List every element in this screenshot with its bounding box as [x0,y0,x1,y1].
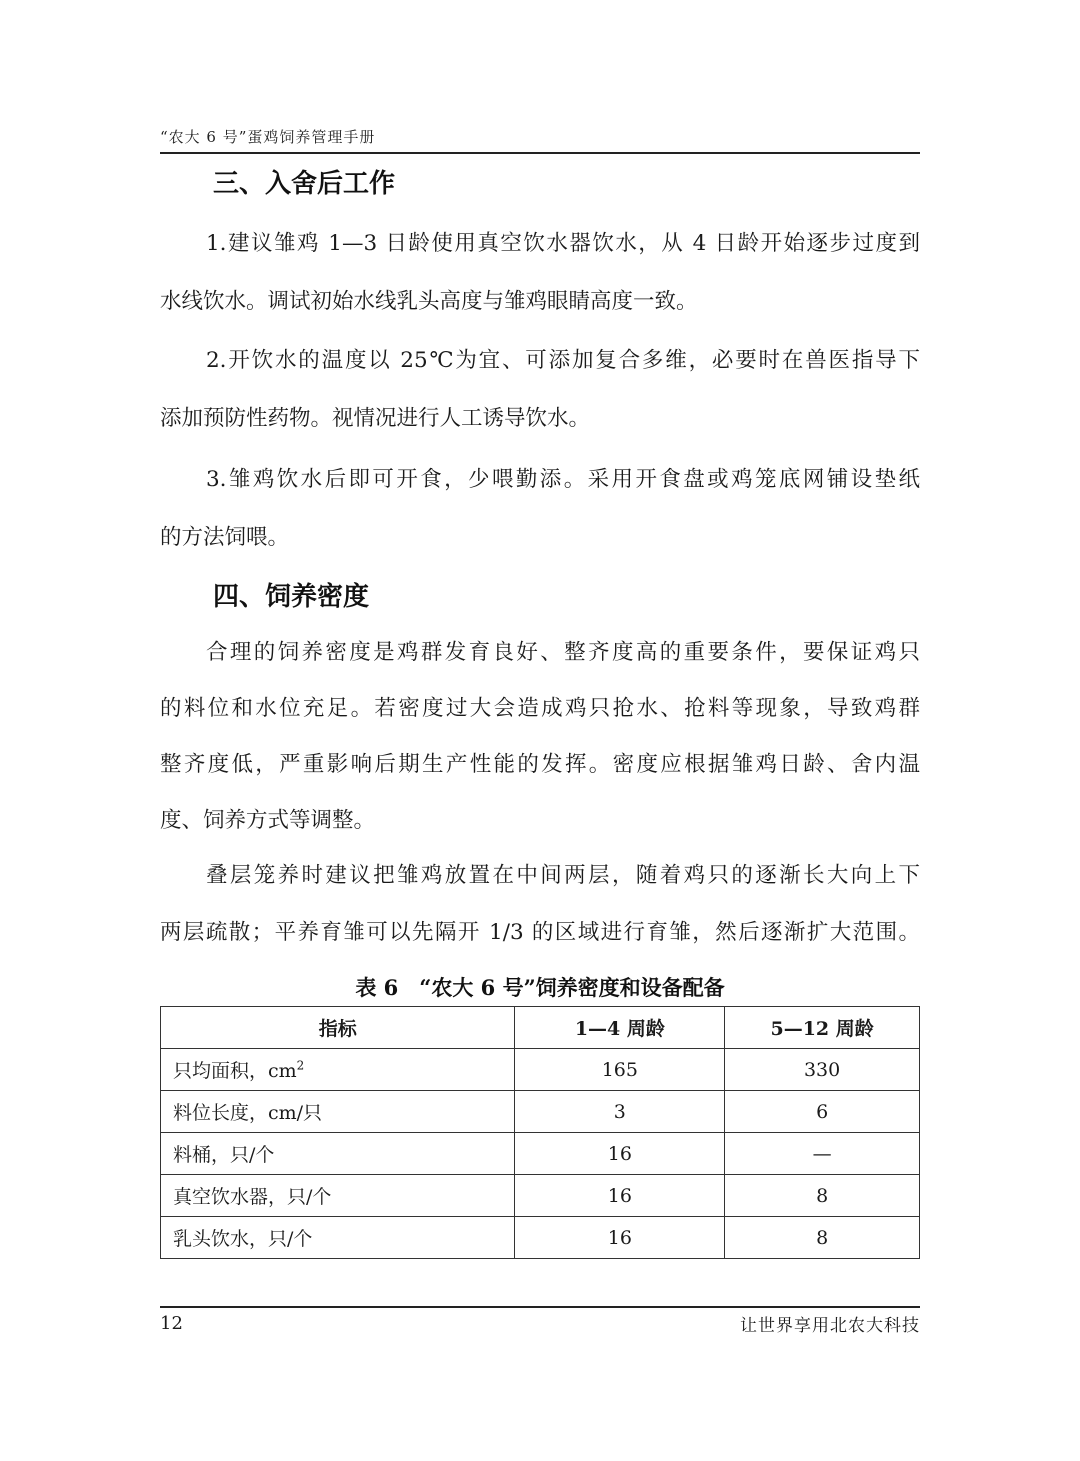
table-row [161,1091,920,1133]
paragraph-line: 的方法饲喂。 [160,525,290,550]
row-label: 料位长度，cm/只 [161,1091,515,1133]
cell-value: 16 [515,1133,725,1175]
cell-value: 330 [725,1049,920,1091]
cell-value: 8 [725,1175,920,1217]
header-rule [160,152,920,154]
row-label [161,1049,515,1091]
cell-value: 8 [725,1217,920,1259]
row-label-text: 只均面积，cm [173,1060,297,1082]
table-caption: 表 6 “农大 6 号”饲养密度和设备配备 [355,975,725,1000]
section-3-title: 三、入舍后工作 [213,169,396,199]
paragraph-line: 两层疏散；平养育雏可以先隔开 1/3 的区域进行育雏，然后逐渐扩大范围。 [160,920,920,945]
paragraph-line: 度、饲养方式等调整。 [160,808,376,833]
row-label: 料桶，只/个 [161,1133,515,1175]
table-row [161,1049,920,1091]
paragraph-line: 添加预防性药物。视情况进行人工诱导饮水。 [160,406,591,431]
column-header-indicator: 指标 [161,1007,515,1049]
paragraph-line: 整齐度低，严重影响后期生产性能的发挥。密度应根据雏鸡日龄、舍内温 [160,752,920,777]
running-header-title: “农大 6 号”蛋鸡饲养管理手册 [160,128,376,146]
paragraph-line: 的料位和水位充足。若密度过大会造成鸡只抢水、抢料等现象，导致鸡群 [160,696,920,721]
density-equipment-table [160,1006,920,1259]
row-label: 真空饮水器，只/个 [161,1175,515,1217]
page-number: 12 [160,1313,183,1334]
cell-value: 16 [515,1217,725,1259]
cell-value: 6 [725,1091,920,1133]
paragraph-line: 1.建议雏鸡 1—3 日龄使用真空饮水器饮水，从 4 日龄开始逐步过度到 [206,231,920,256]
column-header-weeks-1-4: 1—4 周龄 [515,1007,725,1049]
table-row [161,1175,920,1217]
table-row [161,1217,920,1259]
cell-value: 16 [515,1175,725,1217]
paragraph-line: 3.雏鸡饮水后即可开食，少喂勤添。采用开食盘或鸡笼底网铺设垫纸 [206,467,920,492]
cell-value: — [725,1133,920,1175]
cell-value: 165 [515,1049,725,1091]
table-row [161,1133,920,1175]
superscript: 2 [296,1058,305,1073]
row-label: 乳头饮水，只/个 [161,1217,515,1259]
table-header-row [161,1007,920,1049]
section-4-title: 四、饲养密度 [213,582,370,612]
footer-rule [160,1306,920,1308]
cell-value: 3 [515,1091,725,1133]
footer-slogan: 让世界享用北农大科技 [740,1316,920,1336]
paragraph-line: 2.开饮水的温度以 25℃为宜、可添加复合多维，必要时在兽医指导下 [206,348,920,373]
column-header-weeks-5-12: 5—12 周龄 [725,1007,920,1049]
paragraph-line: 合理的饲养密度是鸡群发育良好、整齐度高的重要条件，要保证鸡只 [206,640,920,665]
paragraph-line: 水线饮水。调试初始水线乳头高度与雏鸡眼睛高度一致。 [160,289,698,314]
paragraph-line: 叠层笼养时建议把雏鸡放置在中间两层，随着鸡只的逐渐长大向上下 [206,863,920,888]
